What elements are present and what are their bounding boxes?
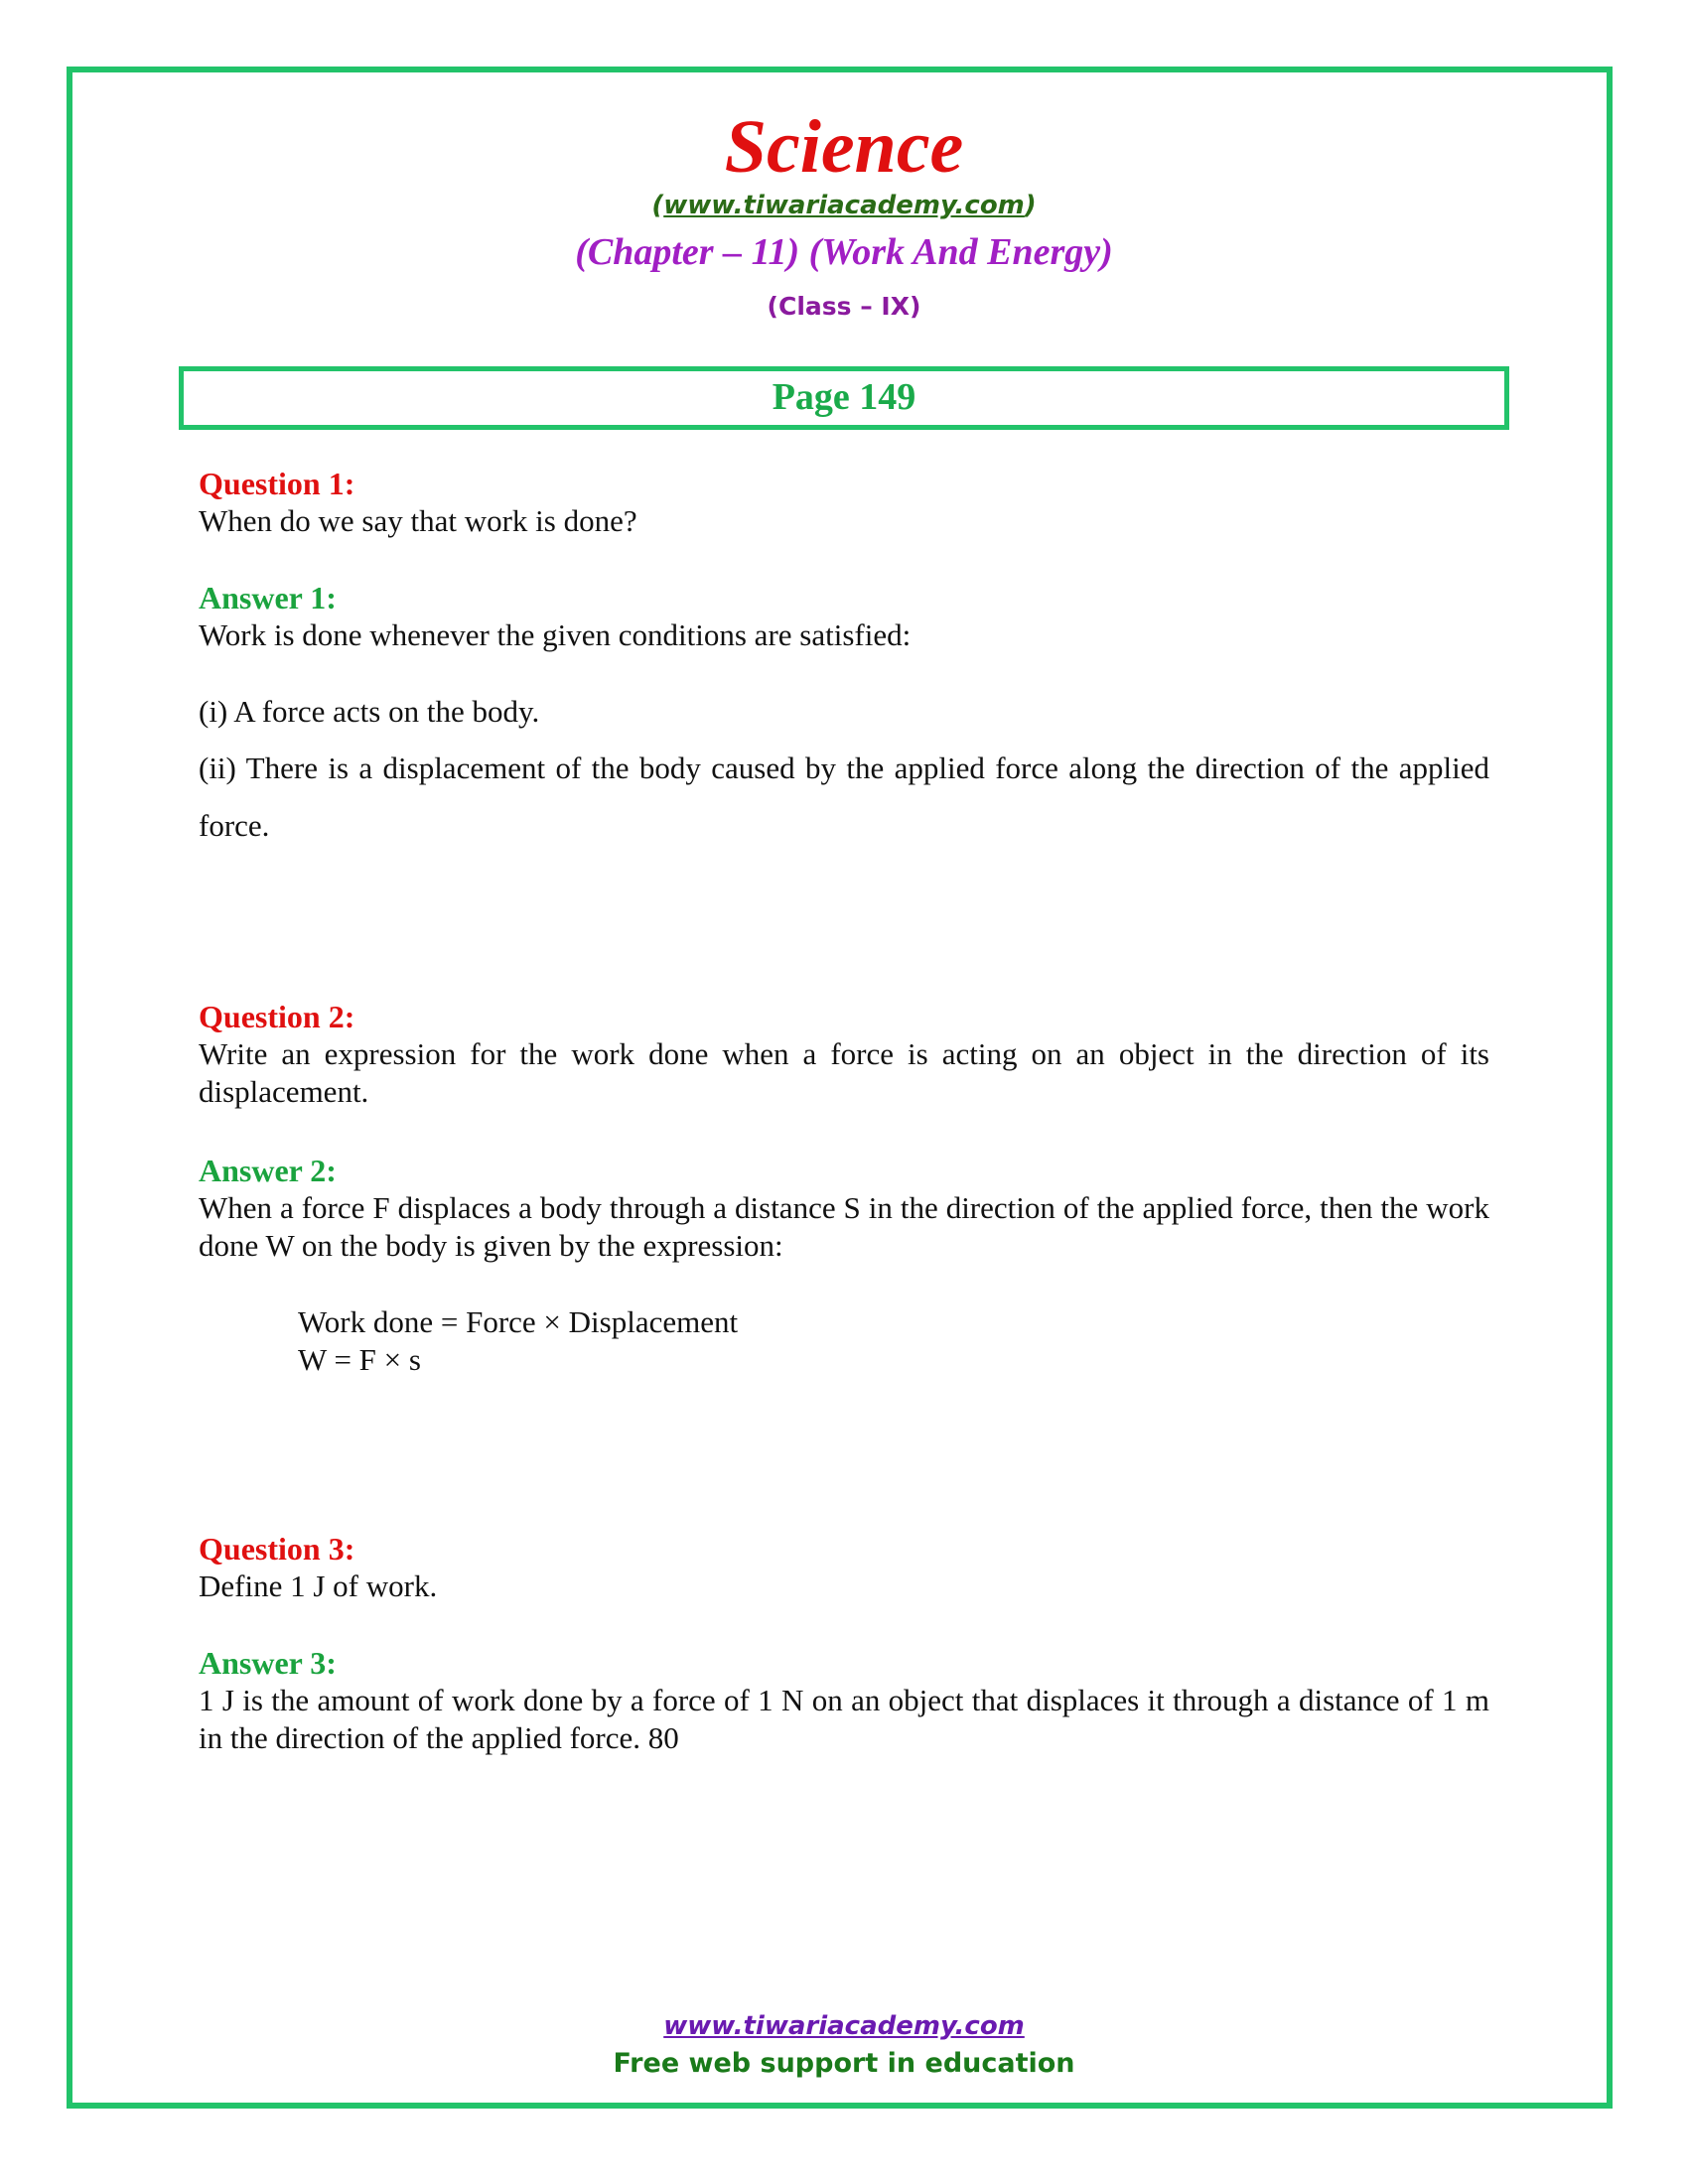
answer-1-point-2: (ii) There is a displacement of the body caused by the applied force along the direction of the applied force. [199, 751, 1489, 843]
question-1-label: Question 1: [199, 466, 355, 501]
answer-2-label: Answer 2: [199, 1153, 337, 1188]
answer-1-point-1: (i) A force acts on the body. [199, 694, 540, 729]
answer-1-label: Answer 1: [199, 580, 337, 615]
answer-2-formula-symbols: W = F × s [298, 1342, 421, 1377]
footer-tagline: Free web support in education [613, 2048, 1075, 2079]
answer-2-formula-words: Work done = Force × Displacement [298, 1304, 739, 1339]
site-close-paren: ) [1024, 191, 1037, 220]
class-label: (Class – IX) [767, 292, 921, 321]
question-2-label: Question 2: [199, 999, 355, 1034]
chapter-title: (Chapter – 11) (Work And Energy) [575, 231, 1113, 273]
question-1-text: When do we say that work is done? [199, 503, 637, 538]
question-2-text: Write an expression for the work done when a force is acting on an object in the direction of its displacement. [199, 1036, 1489, 1109]
page-number-box [179, 366, 1509, 430]
answer-3-text: 1 J is the amount of work done by a force of 1 N on an object that displaces it through a distance of 1 m in the direction of the applied force. 80 [199, 1683, 1489, 1755]
answer-1-intro: Work is done whenever the given conditions are satisfied: [199, 617, 912, 652]
answer-2-intro: When a force F displaces a body through a distance S in the direction of the applied force, then the work done W on the body is given by the expression: [199, 1190, 1489, 1263]
question-3-label: Question 3: [199, 1531, 355, 1567]
answer-3-label: Answer 3: [199, 1645, 337, 1681]
footer-site-link[interactable]: www.tiwariacademy.com [663, 2011, 1025, 2041]
page-title: Science [724, 105, 964, 189]
page-number-label: Page 149 [772, 376, 916, 418]
question-3-text: Define 1 J of work. [199, 1569, 438, 1603]
header-site-link[interactable] [0, 189, 1688, 222]
site-open-paren: ( [651, 191, 664, 220]
site-url[interactable]: www.tiwariacademy.com [663, 191, 1025, 220]
